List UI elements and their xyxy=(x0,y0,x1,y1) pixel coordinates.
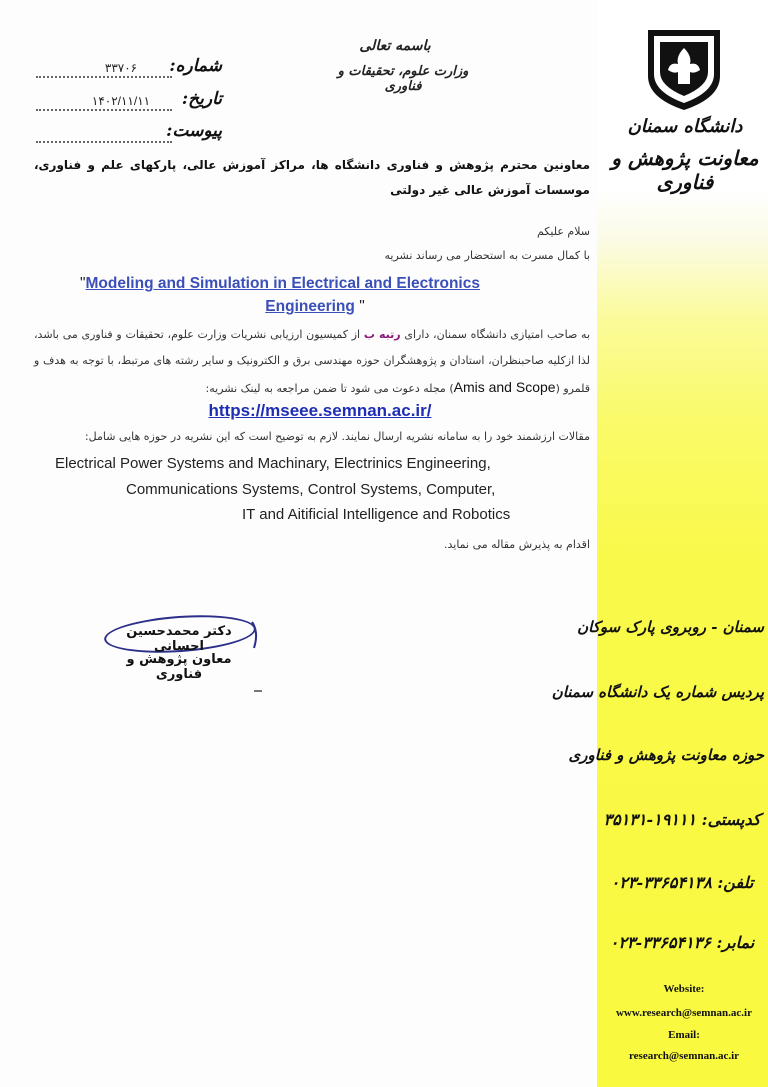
topics-line: Electrical Power Systems and Machinary, Electrinics Engineering, xyxy=(55,455,491,472)
topics-intro: مقالات ارزشمند خود را به سامانه نشریه ارسال نمایند. لازم به توضیح است که این نشریه در حوزه هایی شامل: xyxy=(84,430,590,443)
closing-text: اقدام به پذیرش مقاله می نماید. xyxy=(443,538,590,551)
description-paragraph xyxy=(34,322,590,402)
date-label: تاریخ: xyxy=(181,89,222,109)
number-value: ۳۳۷۰۶ xyxy=(104,61,138,75)
website-label: Website: xyxy=(663,983,705,995)
dotted-line xyxy=(36,76,172,78)
description-text: به صاحب امتیازی دانشگاه سمنان، دارای xyxy=(404,328,591,341)
stray-mark xyxy=(254,690,262,692)
department-name: معاونت پژوهش و فناوری xyxy=(611,146,759,194)
website-value[interactable]: www.research@semnan.ac.ir xyxy=(615,1007,752,1019)
address-line: حوزه معاونت پژوهش و فناوری xyxy=(568,746,764,764)
dotted-line xyxy=(36,109,172,111)
fax-number: نمابر: ۳۳۶۵۴۱۳۶-۰۲۳ xyxy=(609,933,755,952)
email-value[interactable]: research@semnan.ac.ir xyxy=(628,1050,740,1062)
greeting: سلام علیکم xyxy=(536,225,590,238)
scope-label: Amis and Scope xyxy=(453,379,556,395)
university-logo-icon xyxy=(640,26,728,112)
description-text: از کمیسیون ارزیابی نشریات وزارت علوم، تحقیقات و فناوری می باشد، لذا ازکلیه صاحبنظران، استادان و پژوهشگران حوزه مهندسی برق و الکترونیک و سایر رشته های مرتبط، با توجه به هدف و قلمرو ( xyxy=(34,328,590,395)
journal-title-line: Engineering xyxy=(265,298,355,315)
topics-line: Communications Systems, Control Systems, Computer, xyxy=(126,481,496,498)
attachment-label: پیوست: xyxy=(166,121,222,141)
quote-mark: " xyxy=(80,275,86,292)
number-field xyxy=(36,56,222,80)
journal-title-line: Modeling and Simulation in Electrical and Electronics xyxy=(85,275,480,292)
topics-line: IT and Aitificial Intelligence and Robotics xyxy=(242,506,511,523)
journal-link[interactable]: https://mseee.semnan.ac.ir/ xyxy=(208,401,432,420)
quote-mark: " xyxy=(359,298,365,315)
description-text: ) مجله دعوت می شود تا ضمن مراجعه به لینک نشریه: xyxy=(205,382,454,395)
signatory-title: معاون پژوهش و فناوری xyxy=(126,652,232,682)
bismillah-heading: باسمه تعالی xyxy=(359,38,431,54)
date-field xyxy=(36,89,222,113)
dotted-line xyxy=(36,141,172,143)
address-line: پردیس شماره یک دانشگاه سمنان xyxy=(551,683,764,701)
postal-code: کدپستی: ۱۹۱۱۱-۳۵۱۳۱ xyxy=(603,810,761,829)
signatory-name: دکتر محمدحسین احسانی xyxy=(126,624,232,654)
university-name: دانشگاه سمنان xyxy=(627,116,743,137)
journal-title xyxy=(40,272,520,318)
date-value: ۱۴۰۲/۱۱/۱۱ xyxy=(91,94,151,108)
email-label: Email: xyxy=(668,1029,700,1041)
addressee: معاونین محترم پژوهش و فناوری دانشگاه ها، مراکز آموزش عالی، پارکهای علم و فناوری، موسسات آموزش عالی غیر دولتی xyxy=(34,158,590,197)
ministry-heading: وزارت علوم، تحقیقات و فناوری xyxy=(337,64,469,94)
address-line: سمنان - روبروی پارک سوکان xyxy=(577,618,764,636)
attachment-field xyxy=(36,121,222,145)
intro-text: با کمال مسرت به استحضار می رساند نشریه xyxy=(384,249,590,262)
phone-number: تلفن: ۳۳۶۵۴۱۳۸-۰۲۳ xyxy=(610,873,754,892)
number-label: شماره: xyxy=(169,56,222,76)
rank-label: رتبه ب xyxy=(363,328,401,341)
